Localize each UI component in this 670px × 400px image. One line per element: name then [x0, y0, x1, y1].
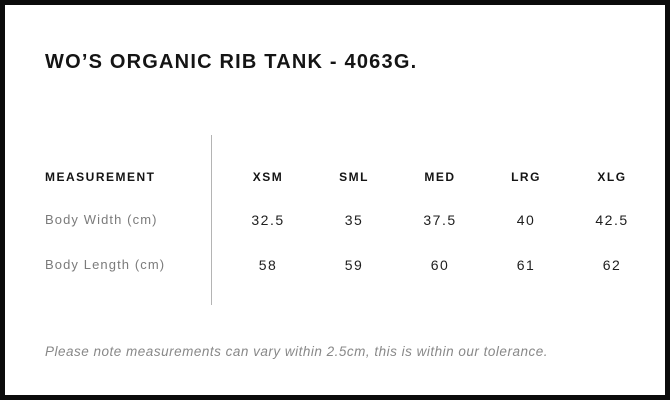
- column-header-xlg: XLG: [597, 170, 627, 184]
- body-length-xlg-value: 62: [602, 257, 622, 273]
- body-width-xlg-value: 42.5: [595, 212, 629, 228]
- column-header-med: MED: [424, 170, 456, 184]
- tolerance-note: Please note measurements can vary within 2.5cm, this is within our tolerance.: [45, 344, 548, 359]
- body-width-xsm-value: 32.5: [251, 212, 285, 228]
- table-header-row: [45, 169, 655, 185]
- body-length-med-value: 60: [430, 257, 450, 273]
- column-header-xsm: XSM: [252, 170, 284, 184]
- body-width-med-value: 37.5: [423, 212, 457, 228]
- column-header-sml: SML: [339, 170, 369, 184]
- body-width-lrg-value: 40: [516, 212, 536, 228]
- row-label-body-width: Body Width (cm): [45, 212, 158, 227]
- table-row-body-length: [45, 256, 655, 274]
- body-width-sml-value: 35: [344, 212, 364, 228]
- body-length-lrg-value: 61: [516, 257, 536, 273]
- column-header-lrg: LRG: [511, 170, 541, 184]
- column-header-measurement: MEASUREMENT: [45, 170, 156, 184]
- body-length-sml-value: 59: [344, 257, 364, 273]
- table-row-body-width: [45, 211, 655, 229]
- row-label-body-length: Body Length (cm): [45, 257, 166, 272]
- body-length-xsm-value: 58: [258, 257, 278, 273]
- product-title: WO’S ORGANIC RIB TANK - 4063G.: [45, 51, 418, 73]
